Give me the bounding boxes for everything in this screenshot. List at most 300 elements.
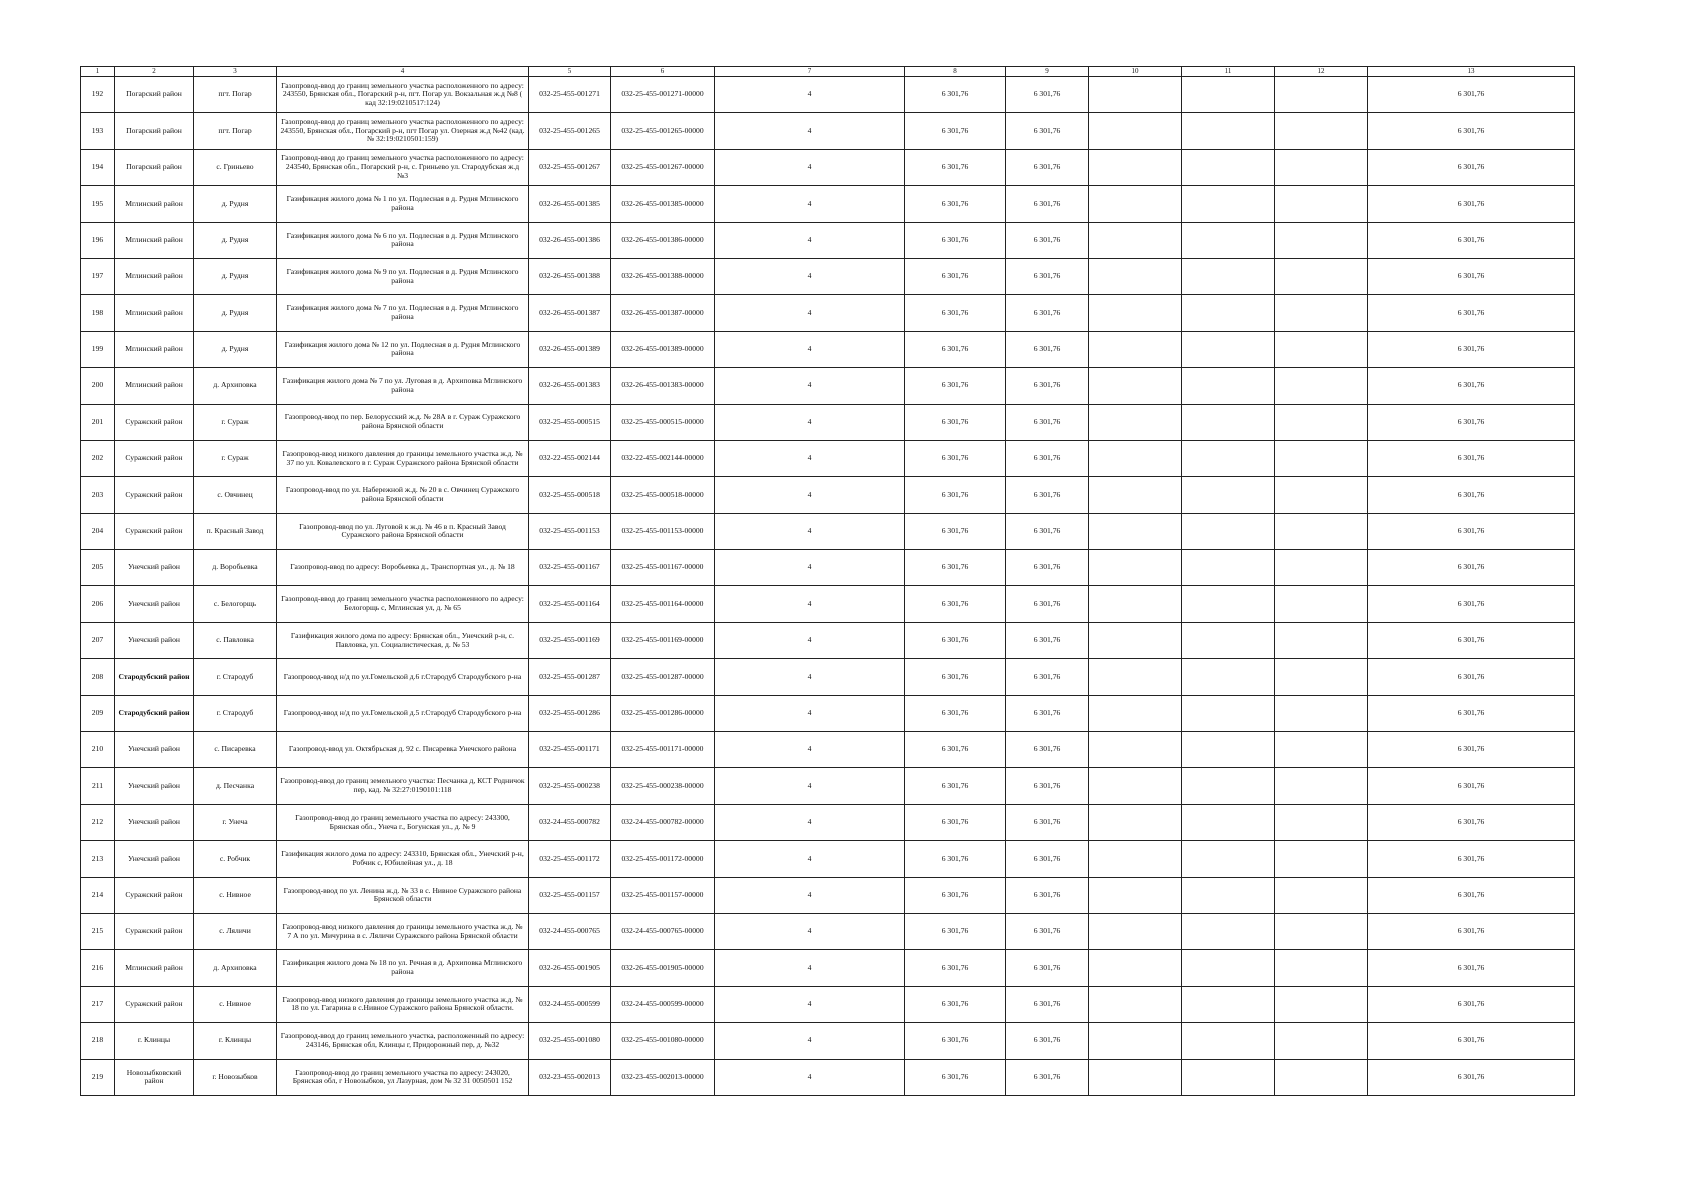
column-8-value-cell: 6 301,76: [905, 513, 1006, 549]
column-11-cell: [1182, 258, 1275, 294]
row-number: 199: [81, 331, 115, 367]
district-cell: Мглинский район: [115, 950, 194, 986]
object-code-cell: 032-25-455-001172: [529, 841, 611, 877]
column-number-8: 8: [905, 67, 1006, 77]
table-row: [81, 804, 1575, 840]
column-9-value-cell: 6 301,76: [1006, 186, 1089, 222]
column-number-5: 5: [529, 67, 611, 77]
locality-cell: д. Рудня: [194, 331, 277, 367]
column-12-cell: [1275, 404, 1368, 440]
row-number: 212: [81, 804, 115, 840]
registry-table: [80, 66, 1575, 1096]
inventory-code-cell: 032-25-455-001157-00000: [611, 877, 715, 913]
locality-cell: с. Нивное: [194, 877, 277, 913]
locality-cell: г. Стародуб: [194, 659, 277, 695]
object-code-cell: 032-26-455-001383: [529, 368, 611, 404]
column-8-value-cell: 6 301,76: [905, 477, 1006, 513]
column-7-cell: 4: [715, 477, 905, 513]
column-10-cell: [1089, 659, 1182, 695]
column-12-cell: [1275, 659, 1368, 695]
column-11-cell: [1182, 440, 1275, 476]
column-number-2: 2: [115, 67, 194, 77]
column-7-cell: 4: [715, 258, 905, 294]
column-11-cell: [1182, 550, 1275, 586]
table-row: [81, 404, 1575, 440]
column-10-cell: [1089, 149, 1182, 185]
district-cell: Мглинский район: [115, 331, 194, 367]
column-10-cell: [1089, 404, 1182, 440]
table-row: [81, 659, 1575, 695]
object-code-cell: 032-24-455-000599: [529, 986, 611, 1022]
column-9-value-cell: 6 301,76: [1006, 659, 1089, 695]
row-number: 213: [81, 841, 115, 877]
column-13-value-cell: 6 301,76: [1368, 404, 1575, 440]
column-11-cell: [1182, 1023, 1275, 1059]
column-8-value-cell: 6 301,76: [905, 258, 1006, 294]
column-13-value-cell: 6 301,76: [1368, 1023, 1575, 1059]
column-13-value-cell: 6 301,76: [1368, 695, 1575, 731]
column-11-cell: [1182, 149, 1275, 185]
district-cell: Стародубский район: [115, 695, 194, 731]
object-description-cell: Газопровод-ввод до границ земельного участка, расположенный по адресу: 243146, Брянская обл, Клинцы г, Придорожный пер, д. №32: [277, 1023, 529, 1059]
column-11-cell: [1182, 659, 1275, 695]
column-13-value-cell: 6 301,76: [1368, 804, 1575, 840]
column-7-cell: 4: [715, 368, 905, 404]
column-10-cell: [1089, 622, 1182, 658]
column-13-value-cell: 6 301,76: [1368, 186, 1575, 222]
column-12-cell: [1275, 950, 1368, 986]
locality-cell: с. Ляличи: [194, 913, 277, 949]
registry-body: [81, 67, 1575, 1096]
locality-cell: г. Сураж: [194, 404, 277, 440]
object-description-cell: Газопровод-ввод ул. Октябрьская д. 92 с. Писаревка Унечского района: [277, 732, 529, 768]
object-description-cell: Газопровод-ввод по ул. Набережной ж.д. № 20 в с. Овчинец Суражского района Брянской области: [277, 477, 529, 513]
locality-cell: г. Сураж: [194, 440, 277, 476]
column-9-value-cell: 6 301,76: [1006, 77, 1089, 113]
table-row: [81, 550, 1575, 586]
column-8-value-cell: 6 301,76: [905, 804, 1006, 840]
object-code-cell: 032-25-455-001271: [529, 77, 611, 113]
object-description-cell: Газификация жилого дома № 6 по ул. Подлесная в д. Рудня Мглинского района: [277, 222, 529, 258]
column-12-cell: [1275, 986, 1368, 1022]
column-10-cell: [1089, 331, 1182, 367]
column-8-value-cell: 6 301,76: [905, 1059, 1006, 1095]
column-11-cell: [1182, 804, 1275, 840]
row-number: 205: [81, 550, 115, 586]
row-number: 219: [81, 1059, 115, 1095]
inventory-code-cell: 032-25-455-001287-00000: [611, 659, 715, 695]
column-10-cell: [1089, 258, 1182, 294]
column-12-cell: [1275, 368, 1368, 404]
row-number: 202: [81, 440, 115, 476]
column-9-value-cell: 6 301,76: [1006, 841, 1089, 877]
object-description-cell: Газификация жилого дома № 12 по ул. Подлесная в д. Рудня Мглинского района: [277, 331, 529, 367]
district-cell: Погарский район: [115, 77, 194, 113]
column-12-cell: [1275, 586, 1368, 622]
column-10-cell: [1089, 950, 1182, 986]
column-9-value-cell: 6 301,76: [1006, 477, 1089, 513]
column-7-cell: 4: [715, 550, 905, 586]
table-row: [81, 186, 1575, 222]
column-11-cell: [1182, 295, 1275, 331]
table-row: [81, 149, 1575, 185]
row-number: 216: [81, 950, 115, 986]
object-code-cell: 032-26-455-001387: [529, 295, 611, 331]
column-number-4: 4: [277, 67, 529, 77]
column-7-cell: 4: [715, 404, 905, 440]
row-number: 197: [81, 258, 115, 294]
column-7-cell: 4: [715, 732, 905, 768]
column-10-cell: [1089, 477, 1182, 513]
column-8-value-cell: 6 301,76: [905, 295, 1006, 331]
object-code-cell: 032-25-455-001153: [529, 513, 611, 549]
inventory-code-cell: 032-25-455-001169-00000: [611, 622, 715, 658]
column-12-cell: [1275, 477, 1368, 513]
table-row: [81, 513, 1575, 549]
column-11-cell: [1182, 77, 1275, 113]
column-number-13: 13: [1368, 67, 1575, 77]
column-13-value-cell: 6 301,76: [1368, 732, 1575, 768]
table-row: [81, 732, 1575, 768]
row-number: 214: [81, 877, 115, 913]
inventory-code-cell: 032-25-455-001153-00000: [611, 513, 715, 549]
column-12-cell: [1275, 113, 1368, 149]
table-row: [81, 1059, 1575, 1095]
column-9-value-cell: 6 301,76: [1006, 986, 1089, 1022]
district-cell: Унечский район: [115, 732, 194, 768]
inventory-code-cell: 032-25-455-001286-00000: [611, 695, 715, 731]
column-number-3: 3: [194, 67, 277, 77]
district-cell: Стародубский район: [115, 659, 194, 695]
column-7-cell: 4: [715, 440, 905, 476]
locality-cell: с. Овчинец: [194, 477, 277, 513]
column-10-cell: [1089, 222, 1182, 258]
object-code-cell: 032-25-455-001164: [529, 586, 611, 622]
row-number: 204: [81, 513, 115, 549]
locality-cell: г. Клинцы: [194, 1023, 277, 1059]
object-description-cell: Газопровод-ввод до границ земельного участка расположенного по адресу: 243550, Брянская обл., Погарский р-н, пгт Погар ул. Озерная ж.д №42 (кад. № 32:19:0210501:159): [277, 113, 529, 149]
column-9-value-cell: 6 301,76: [1006, 804, 1089, 840]
column-10-cell: [1089, 913, 1182, 949]
row-number: 203: [81, 477, 115, 513]
column-7-cell: 4: [715, 877, 905, 913]
table-row: [81, 440, 1575, 476]
column-11-cell: [1182, 113, 1275, 149]
object-code-cell: 032-23-455-002013: [529, 1059, 611, 1095]
row-number: 193: [81, 113, 115, 149]
object-code-cell: 032-24-455-000782: [529, 804, 611, 840]
column-7-cell: 4: [715, 331, 905, 367]
table-row: [81, 77, 1575, 113]
column-11-cell: [1182, 404, 1275, 440]
table-row: [81, 258, 1575, 294]
inventory-code-cell: 032-23-455-002013-00000: [611, 1059, 715, 1095]
row-number: 218: [81, 1023, 115, 1059]
table-row: [81, 331, 1575, 367]
inventory-code-cell: 032-26-455-001383-00000: [611, 368, 715, 404]
column-number-1: 1: [81, 67, 115, 77]
column-13-value-cell: 6 301,76: [1368, 659, 1575, 695]
object-description-cell: Газопровод-ввод до границ земельного участка расположенного по адресу: 243540, Брянская обл., Погарский р-н, с. Гриньево ул. Стародубская ж.д №3: [277, 149, 529, 185]
column-10-cell: [1089, 295, 1182, 331]
object-description-cell: Газификация жилого дома № 1 по ул. Подлесная в д. Рудня Мглинского района: [277, 186, 529, 222]
column-7-cell: 4: [715, 622, 905, 658]
locality-cell: с. Нивное: [194, 986, 277, 1022]
row-number: 207: [81, 622, 115, 658]
column-12-cell: [1275, 550, 1368, 586]
column-10-cell: [1089, 1023, 1182, 1059]
district-cell: Новозыбковский район: [115, 1059, 194, 1095]
object-description-cell: Газопровод-ввод по пер. Белорусский ж.д. № 28А в г. Сураж Суражского района Брянской области: [277, 404, 529, 440]
column-number-row: [81, 67, 1575, 77]
inventory-code-cell: 032-25-455-001164-00000: [611, 586, 715, 622]
inventory-code-cell: 032-24-455-000765-00000: [611, 913, 715, 949]
column-8-value-cell: 6 301,76: [905, 877, 1006, 913]
locality-cell: д. Песчанка: [194, 768, 277, 804]
column-12-cell: [1275, 440, 1368, 476]
row-number: 194: [81, 149, 115, 185]
inventory-code-cell: 032-26-455-001388-00000: [611, 258, 715, 294]
object-description-cell: Газификация жилого дома № 18 по ул. Речная в д. Архиповка Мглинского района: [277, 950, 529, 986]
object-description-cell: Газопровод-ввод до границ земельного участка расположенного по адресу: 243550, Брянская обл., Погарский р-н, пгт. Погар ул. Вокзальная ж.д №8 ( кад 32:19:0210517:124): [277, 77, 529, 113]
district-cell: Унечский район: [115, 550, 194, 586]
column-12-cell: [1275, 149, 1368, 185]
object-code-cell: 032-25-455-001286: [529, 695, 611, 731]
object-description-cell: Газопровод-ввод н/д по ул.Гомельской д.6 г.Стародуб Стародубского р-на: [277, 659, 529, 695]
object-description-cell: Газопровод-ввод низкого давления до границы земельного участка ж.д. № 7 А по ул. Мичурина в с. Ляличи Суражского района Брянской области: [277, 913, 529, 949]
table-row: [81, 950, 1575, 986]
inventory-code-cell: 032-25-455-001265-00000: [611, 113, 715, 149]
inventory-code-cell: 032-25-455-000518-00000: [611, 477, 715, 513]
object-code-cell: 032-25-455-001265: [529, 113, 611, 149]
column-8-value-cell: 6 301,76: [905, 550, 1006, 586]
column-7-cell: 4: [715, 295, 905, 331]
column-12-cell: [1275, 1023, 1368, 1059]
table-row: [81, 368, 1575, 404]
column-8-value-cell: 6 301,76: [905, 331, 1006, 367]
column-11-cell: [1182, 368, 1275, 404]
table-row: [81, 222, 1575, 258]
table-row: [81, 586, 1575, 622]
table-row: [81, 768, 1575, 804]
column-8-value-cell: 6 301,76: [905, 440, 1006, 476]
column-13-value-cell: 6 301,76: [1368, 841, 1575, 877]
column-8-value-cell: 6 301,76: [905, 732, 1006, 768]
object-code-cell: 032-25-455-001171: [529, 732, 611, 768]
district-cell: Мглинский район: [115, 186, 194, 222]
column-number-9: 9: [1006, 67, 1089, 77]
column-12-cell: [1275, 513, 1368, 549]
inventory-code-cell: 032-26-455-001389-00000: [611, 331, 715, 367]
column-13-value-cell: 6 301,76: [1368, 913, 1575, 949]
column-9-value-cell: 6 301,76: [1006, 1023, 1089, 1059]
row-number: 211: [81, 768, 115, 804]
column-9-value-cell: 6 301,76: [1006, 586, 1089, 622]
column-10-cell: [1089, 513, 1182, 549]
column-9-value-cell: 6 301,76: [1006, 913, 1089, 949]
column-number-12: 12: [1275, 67, 1368, 77]
locality-cell: с. Гриньево: [194, 149, 277, 185]
column-7-cell: 4: [715, 586, 905, 622]
district-cell: Унечский район: [115, 586, 194, 622]
column-12-cell: [1275, 913, 1368, 949]
column-10-cell: [1089, 440, 1182, 476]
locality-cell: д. Рудня: [194, 186, 277, 222]
column-7-cell: 4: [715, 77, 905, 113]
column-7-cell: 4: [715, 149, 905, 185]
column-9-value-cell: 6 301,76: [1006, 768, 1089, 804]
column-10-cell: [1089, 586, 1182, 622]
column-8-value-cell: 6 301,76: [905, 1023, 1006, 1059]
column-12-cell: [1275, 877, 1368, 913]
inventory-code-cell: 032-25-455-000238-00000: [611, 768, 715, 804]
column-12-cell: [1275, 295, 1368, 331]
district-cell: Мглинский район: [115, 258, 194, 294]
column-11-cell: [1182, 622, 1275, 658]
object-description-cell: Газопровод-ввод по ул. Луговой к ж.д. № 46 в п. Красный Завод Суражского района Брянской области: [277, 513, 529, 549]
column-13-value-cell: 6 301,76: [1368, 768, 1575, 804]
column-12-cell: [1275, 732, 1368, 768]
column-10-cell: [1089, 368, 1182, 404]
district-cell: Унечский район: [115, 768, 194, 804]
column-13-value-cell: 6 301,76: [1368, 113, 1575, 149]
district-cell: Суражский район: [115, 913, 194, 949]
column-10-cell: [1089, 841, 1182, 877]
column-10-cell: [1089, 113, 1182, 149]
district-cell: Мглинский район: [115, 222, 194, 258]
locality-cell: д. Рудня: [194, 295, 277, 331]
object-code-cell: 032-26-455-001386: [529, 222, 611, 258]
inventory-code-cell: 032-25-455-001171-00000: [611, 732, 715, 768]
column-12-cell: [1275, 804, 1368, 840]
inventory-code-cell: 032-26-455-001905-00000: [611, 950, 715, 986]
column-12-cell: [1275, 258, 1368, 294]
locality-cell: д. Архиповка: [194, 950, 277, 986]
column-7-cell: 4: [715, 1023, 905, 1059]
inventory-code-cell: 032-25-455-001172-00000: [611, 841, 715, 877]
column-8-value-cell: 6 301,76: [905, 586, 1006, 622]
table-row: [81, 1023, 1575, 1059]
object-description-cell: Газопровод-ввод до границ земельного участка по адресу: 243300, Брянская обл., Унеча г., Богунская ул., д. № 9: [277, 804, 529, 840]
object-code-cell: 032-26-455-001385: [529, 186, 611, 222]
locality-cell: с. Белогорщь: [194, 586, 277, 622]
column-10-cell: [1089, 186, 1182, 222]
object-description-cell: Газопровод-ввод низкого давления до границы земельного участка ж.д. № 37 по ул. Ковалевского в г. Сураж Суражского района Брянской области: [277, 440, 529, 476]
column-11-cell: [1182, 986, 1275, 1022]
inventory-code-cell: 032-22-455-002144-00000: [611, 440, 715, 476]
column-10-cell: [1089, 768, 1182, 804]
locality-cell: п. Красный Завод: [194, 513, 277, 549]
column-9-value-cell: 6 301,76: [1006, 113, 1089, 149]
column-9-value-cell: 6 301,76: [1006, 258, 1089, 294]
object-description-cell: Газопровод-ввод н/д по ул.Гомельской д.5 г.Стародуб Стародубского р-на: [277, 695, 529, 731]
column-8-value-cell: 6 301,76: [905, 222, 1006, 258]
column-13-value-cell: 6 301,76: [1368, 477, 1575, 513]
object-description-cell: Газификация жилого дома по адресу: 243310, Брянская обл., Унечский р-н, Робчик с, Юбилейная ул., д. 18: [277, 841, 529, 877]
inventory-code-cell: 032-25-455-001267-00000: [611, 149, 715, 185]
district-cell: Унечский район: [115, 841, 194, 877]
column-8-value-cell: 6 301,76: [905, 986, 1006, 1022]
column-13-value-cell: 6 301,76: [1368, 258, 1575, 294]
object-description-cell: Газификация жилого дома № 9 по ул. Подлесная в д. Рудня Мглинского района: [277, 258, 529, 294]
object-code-cell: 032-26-455-001905: [529, 950, 611, 986]
row-number: 196: [81, 222, 115, 258]
column-10-cell: [1089, 550, 1182, 586]
column-11-cell: [1182, 186, 1275, 222]
column-11-cell: [1182, 222, 1275, 258]
object-description-cell: Газификация жилого дома № 7 по ул. Луговая в д. Архиповка Мглинского района: [277, 368, 529, 404]
column-11-cell: [1182, 477, 1275, 513]
column-7-cell: 4: [715, 1059, 905, 1095]
column-10-cell: [1089, 732, 1182, 768]
district-cell: Суражский район: [115, 986, 194, 1022]
row-number: 192: [81, 77, 115, 113]
locality-cell: г. Унеча: [194, 804, 277, 840]
column-7-cell: 4: [715, 841, 905, 877]
object-description-cell: Газификация жилого дома № 7 по ул. Подлесная в д. Рудня Мглинского района: [277, 295, 529, 331]
object-description-cell: Газификация жилого дома по адресу: Брянская обл., Унечский р-н, с. Павловка, ул. Социалистическая, д. № 53: [277, 622, 529, 658]
column-7-cell: 4: [715, 986, 905, 1022]
column-13-value-cell: 6 301,76: [1368, 877, 1575, 913]
locality-cell: д. Архиповка: [194, 368, 277, 404]
column-11-cell: [1182, 913, 1275, 949]
table-row: [81, 913, 1575, 949]
column-13-value-cell: 6 301,76: [1368, 440, 1575, 476]
column-12-cell: [1275, 768, 1368, 804]
column-9-value-cell: 6 301,76: [1006, 695, 1089, 731]
column-13-value-cell: 6 301,76: [1368, 1059, 1575, 1095]
inventory-code-cell: 032-26-455-001386-00000: [611, 222, 715, 258]
row-number: 209: [81, 695, 115, 731]
district-cell: Суражский район: [115, 513, 194, 549]
column-7-cell: 4: [715, 186, 905, 222]
column-8-value-cell: 6 301,76: [905, 950, 1006, 986]
object-code-cell: 032-25-455-000518: [529, 477, 611, 513]
column-12-cell: [1275, 695, 1368, 731]
column-8-value-cell: 6 301,76: [905, 659, 1006, 695]
column-9-value-cell: 6 301,76: [1006, 877, 1089, 913]
column-10-cell: [1089, 1059, 1182, 1095]
column-8-value-cell: 6 301,76: [905, 368, 1006, 404]
table-row: [81, 877, 1575, 913]
row-number: 217: [81, 986, 115, 1022]
column-8-value-cell: 6 301,76: [905, 622, 1006, 658]
object-code-cell: 032-22-455-002144: [529, 440, 611, 476]
column-number-7: 7: [715, 67, 905, 77]
column-13-value-cell: 6 301,76: [1368, 331, 1575, 367]
object-code-cell: 032-25-455-001157: [529, 877, 611, 913]
locality-cell: д. Рудня: [194, 222, 277, 258]
object-code-cell: 032-25-455-001080: [529, 1023, 611, 1059]
object-code-cell: 032-25-455-001267: [529, 149, 611, 185]
row-number: 195: [81, 186, 115, 222]
column-9-value-cell: 6 301,76: [1006, 368, 1089, 404]
object-description-cell: Газопровод-ввод до границ земельного участка по адресу: 243020, Брянская обл, г Новозыбков, ул Лазурная, дом № 32 31 0050501 152: [277, 1059, 529, 1095]
column-12-cell: [1275, 622, 1368, 658]
column-13-value-cell: 6 301,76: [1368, 295, 1575, 331]
column-12-cell: [1275, 841, 1368, 877]
column-9-value-cell: 6 301,76: [1006, 732, 1089, 768]
column-10-cell: [1089, 804, 1182, 840]
column-9-value-cell: 6 301,76: [1006, 550, 1089, 586]
district-cell: Суражский район: [115, 404, 194, 440]
inventory-code-cell: 032-25-455-001167-00000: [611, 550, 715, 586]
district-cell: Суражский район: [115, 440, 194, 476]
column-8-value-cell: 6 301,76: [905, 768, 1006, 804]
row-number: 201: [81, 404, 115, 440]
object-description-cell: Газопровод-ввод по адресу: Воробьевка д., Транспортная ул., д. № 18: [277, 550, 529, 586]
column-13-value-cell: 6 301,76: [1368, 222, 1575, 258]
